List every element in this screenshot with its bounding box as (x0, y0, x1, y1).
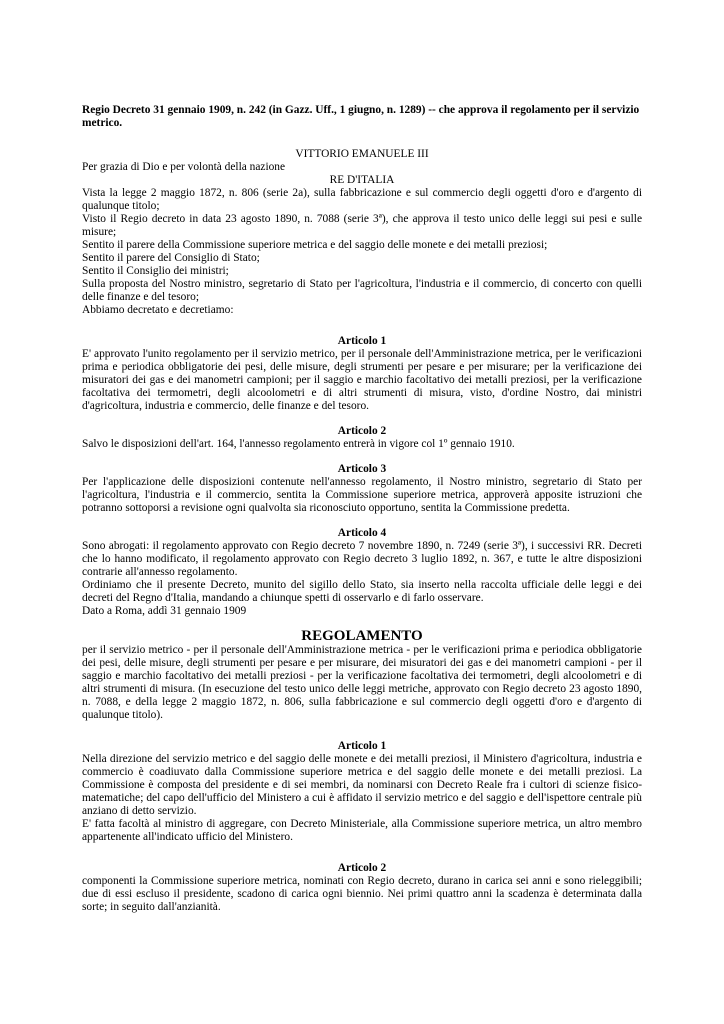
document-title: Regio Decreto 31 gennaio 1909, n. 242 (in Gazz. Uff., 1 giugno, n. 1289) -- che approva il regolamento per il servizio metrico. (82, 104, 640, 129)
preamble (82, 187, 642, 317)
article-text: Salvo le disposizioni dell'art. 164, l'annesso regolamento entrerà in vigore col 1º gennaio 1910. (82, 438, 515, 450)
article-heading: Articolo 4 (337, 527, 387, 539)
preamble-line: Sentito il Consiglio dei ministri; (82, 265, 229, 277)
king-name: VITTORIO EMANUELE III (295, 148, 429, 160)
preamble-line: Sentito il parere della Commissione superiore metrica e del saggio delle monete e dei metalli preziosi; (82, 239, 548, 251)
grace-line: Per grazia di Dio e per volontà della nazione (82, 161, 286, 173)
reg-article-text: Nella direzione del servizio metrico e del saggio delle monete e dei metalli preziosi, il Ministero d'agricoltura, industria e commercio è coadiuvato dalla Commissione superiore metrica e del saggio delle monete e dei metalli preziosi. La Commissione è composta del presidente e di sei membri, da nominarsi con Decreto Reale fra i cultori di scienze fisico-matematiche; del capo dell'ufficio del Ministero a cui è affidato il servizio metrico e del saggio e dell'ispettore centrale più anziano di detto servizio. (82, 753, 642, 817)
article-text: Per l'applicazione delle disposizioni contenute nell'annesso regolamento, il Nostro ministro, segretario di Stato per l'agricoltura, l'industria e il commercio, sentita la Commissione superiore metrica, approverà apposite istruzioni che potranno sottoporsi a revisione ogni qualvolta sia riconosciuto opportuno, sentita la Commissione predetta. (82, 476, 642, 514)
article-text: E' approvato l'unito regolamento per il servizio metrico, per il personale dell'Amministrazione metrica, per le verificazioni prima e periodica obbligatorie dei pesi, delle misure, degli strumenti per pesare e per misurare; per la verificazione dei misuratori dei gas e dei manometri campioni; per il saggio e marchio facoltativo dei metalli preziosi, per la verificazione facoltativa dei termometri, degli alcoolometri e di altri strumenti di misura, visto, d'ordine Nostro, dai ministri d'agricoltura, industria e commercio, delle finanze e del tesoro. (82, 348, 642, 412)
preamble-line: Abbiamo decretato e decretiamo: (82, 304, 234, 316)
article-heading: Articolo 2 (337, 425, 387, 437)
preamble-line: Sulla proposta del Nostro ministro, segretario di Stato per l'agricoltura, l'industria e il commercio, di concerto con quelli delle finanze e del tesoro; (82, 278, 642, 303)
article-heading: Articolo 1 (337, 335, 387, 347)
document-page (82, 104, 642, 914)
article-text: Sono abrogati: il regolamento approvato con Regio decreto 7 novembre 1890, n. 7249 (serie 3ª), i successivi RR. Decreti che lo hanno modificato, il regolamento approvato con Regio decreto 3 luglio 1892, n. 367, e tutte le altre disposizioni contrarie all'annesso regolamento. (82, 540, 642, 578)
signing-line: Dato a Roma, addì 31 gennaio 1909 (82, 605, 247, 617)
article-text: Ordiniamo che il presente Decreto, munito del sigillo dello Stato, sia inserto nella raccolta ufficiale delle leggi e dei decreti del Regno d'Italia, mandando a chiunque spetti di osservarlo e di farlo osservare. (82, 579, 642, 604)
preamble-line: Visto il Regio decreto in data 23 agosto 1890, n. 7088 (serie 3ª), che approva il testo unico delle leggi sui pesi e sulle misure; (82, 213, 642, 238)
reg-article-text: componenti la Commissione superiore metrica, nominati con Regio decreto, durano in carica sei anni e sono rieleggibili; due di essi escluso il presidente, scadono di carica ogni biennio. Nei primi quattro anni la scadenza è determinata dalla sorte; in seguito dall'anzianità. (82, 875, 642, 913)
article-heading: Articolo 3 (337, 463, 387, 475)
preamble-line: Sentito il parere del Consiglio di Stato; (82, 252, 260, 264)
reg-article-text: E' fatta facoltà al ministro di aggregare, con Decreto Ministeriale, alla Commissione superiore metrica, un altro membro appartenente all'indicato ufficio del Ministero. (82, 818, 642, 843)
reg-article-heading: Articolo 1 (337, 740, 387, 752)
reg-article-heading: Articolo 2 (337, 862, 387, 874)
re-line: RE D'ITALIA (329, 174, 395, 186)
regolamento-intro: per il servizio metrico - per il personale dell'Amministrazione metrica - per le verificazioni prima e periodica obbligatorie dei pesi, delle misure, degli strumenti per pesare e per misurare, dei misuratori dei gas e dei manometri campioni - per il saggio e marchio facoltativo dei metalli preziosi - per la verificazione facoltativa dei termometri, degli alcoolometri e di altri strumenti di misura. (In esecuzione del testo unico delle leggi metriche, approvato con Regio decreto 23 agosto 1890, n. 7088, e della legge 2 maggio 1872, n. 806, sulla fabbricazione e sul commercio degli oggetti d'oro e d'argento di qualunque titolo). (82, 644, 642, 721)
preamble-line: Vista la legge 2 maggio 1872, n. 806 (serie 2a), sulla fabbricazione e sul commercio degli oggetti d'oro e d'argento di qualunque titolo; (82, 187, 642, 212)
regolamento-heading: REGOLAMENTO (301, 628, 423, 644)
